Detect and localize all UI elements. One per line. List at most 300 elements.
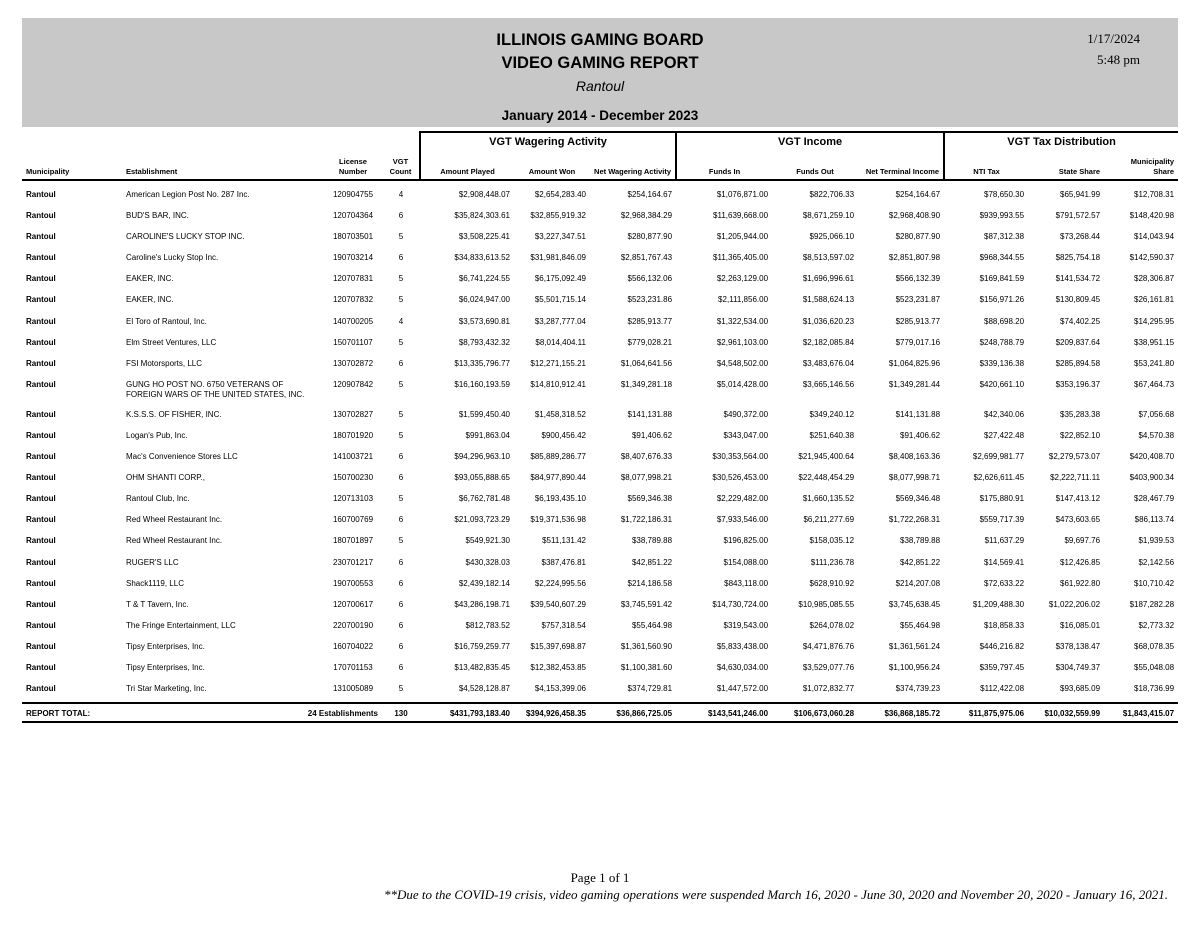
cell-license-number: 230701217 bbox=[332, 557, 374, 567]
col-net-terminal-income: Net Terminal Income bbox=[858, 151, 944, 180]
cell-municipality: Rantoul bbox=[26, 316, 56, 326]
cell-funds-in: $1,322,534.00 bbox=[716, 316, 769, 326]
cell-vgt-count: 6 bbox=[398, 662, 404, 672]
report-total-row bbox=[22, 703, 1178, 722]
cell-license-number: 141003721 bbox=[332, 452, 374, 462]
table-row bbox=[22, 229, 1178, 250]
cell-license-number: 120707832 bbox=[332, 295, 374, 305]
cell-establishment: EAKER, INC. bbox=[126, 295, 174, 305]
cell-municipality: Rantoul bbox=[26, 494, 56, 504]
cell-vgt-count: 5 bbox=[398, 409, 404, 419]
cell-amount-won: $6,193,435.10 bbox=[534, 494, 586, 504]
cell-municipality-share: $142,590.37 bbox=[1129, 253, 1175, 263]
cell-net-wagering: $3,745,591.42 bbox=[620, 599, 673, 609]
cell-establishment: K.S.S.S. OF FISHER, INC. bbox=[126, 409, 222, 419]
cell-net-wagering: $8,407,676.33 bbox=[620, 452, 673, 462]
cell-funds-in: $7,933,546.00 bbox=[716, 515, 769, 525]
cell-amount-played: $21,093,723.29 bbox=[454, 515, 510, 525]
cell-funds-out: $3,483,676.04 bbox=[802, 358, 855, 368]
cell-net-terminal-income: $55,464.98 bbox=[900, 620, 941, 630]
table-row bbox=[22, 681, 1178, 703]
cell-municipality: Rantoul bbox=[26, 684, 56, 694]
cell-nti-tax: $87,312.38 bbox=[984, 232, 1025, 242]
cell-funds-in: $343,047.00 bbox=[723, 430, 769, 440]
cell-nti-tax: $559,717.39 bbox=[979, 515, 1025, 525]
cell-nti-tax: $939,993.55 bbox=[979, 211, 1025, 221]
total-net-terminal-income: $36,868,185.72 bbox=[858, 703, 944, 722]
cell-license-number: 190700553 bbox=[332, 578, 374, 588]
cell-funds-in: $30,526,453.00 bbox=[712, 473, 769, 483]
cell-net-wagering: $38,789.88 bbox=[631, 536, 673, 546]
column-header-row bbox=[22, 151, 1178, 180]
cell-nti-tax: $446,216.82 bbox=[979, 641, 1025, 651]
cell-net-terminal-income: $1,349,281.44 bbox=[888, 379, 941, 389]
cell-state-share: $2,279,573.07 bbox=[1048, 452, 1101, 462]
cell-funds-out: $251,640.38 bbox=[809, 430, 855, 440]
cell-net-wagering: $8,077,998.21 bbox=[620, 473, 673, 483]
table-row bbox=[22, 491, 1178, 512]
cell-net-terminal-income: $8,077,998.71 bbox=[888, 473, 941, 483]
cell-license-number: 130702827 bbox=[332, 409, 374, 419]
cell-amount-won: $84,977,890.44 bbox=[530, 473, 586, 483]
cell-establishment: Rantoul Club, Inc. bbox=[126, 494, 190, 504]
cell-municipality: Rantoul bbox=[26, 253, 56, 263]
cell-license-number: 140700205 bbox=[332, 316, 374, 326]
table-row bbox=[22, 208, 1178, 229]
cell-vgt-count: 5 bbox=[398, 684, 404, 694]
table-row bbox=[22, 250, 1178, 271]
report-period: January 2014 - December 2023 bbox=[501, 108, 699, 123]
cell-funds-in: $5,014,428.00 bbox=[716, 379, 769, 389]
cell-municipality: Rantoul bbox=[26, 274, 56, 284]
cell-municipality: Rantoul bbox=[26, 662, 56, 672]
cell-funds-in: $1,205,944.00 bbox=[716, 232, 769, 242]
cell-state-share: $93,685.09 bbox=[1060, 684, 1101, 694]
cell-net-terminal-income: $2,968,408.90 bbox=[888, 211, 941, 221]
cell-nti-tax: $78,650.30 bbox=[984, 190, 1025, 199]
cell-nti-tax: $359,797.45 bbox=[979, 662, 1025, 672]
cell-establishment: Mac's Convenience Stores LLC bbox=[126, 452, 238, 462]
table-row bbox=[22, 533, 1178, 554]
cell-net-terminal-income: $254,164.67 bbox=[895, 190, 941, 199]
cell-municipality-share: $68,078.35 bbox=[1134, 641, 1175, 651]
page-number: Page 1 of 1 bbox=[570, 870, 630, 885]
cell-funds-in: $319,543.00 bbox=[723, 620, 769, 630]
cell-net-wagering: $569,346.38 bbox=[627, 494, 673, 504]
cell-amount-won: $8,014,404.11 bbox=[535, 337, 586, 347]
cell-establishment: FSI Motorsports, LLC bbox=[126, 358, 203, 368]
col-net-wagering: Net Wagering Activity bbox=[590, 151, 676, 180]
col-municipality: Municipality bbox=[22, 151, 122, 180]
cell-municipality-share: $55,048.08 bbox=[1134, 662, 1175, 672]
cell-funds-out: $1,072,832.77 bbox=[802, 684, 855, 694]
cell-state-share: $12,426.85 bbox=[1060, 557, 1101, 567]
cell-amount-played: $43,286,198.71 bbox=[454, 599, 510, 609]
total-amount-won: $394,926,458.35 bbox=[514, 703, 590, 722]
cell-net-wagering: $214,186.58 bbox=[627, 578, 673, 588]
cell-state-share: $61,922.80 bbox=[1060, 578, 1101, 588]
cell-vgt-count: 6 bbox=[398, 578, 404, 588]
table-row bbox=[22, 512, 1178, 533]
cell-funds-out: $10,985,085.55 bbox=[798, 599, 855, 609]
cell-net-terminal-income: $91,406.62 bbox=[900, 430, 941, 440]
cell-vgt-count: 6 bbox=[398, 641, 404, 651]
group-wagering-activity: VGT Wagering Activity bbox=[420, 132, 676, 151]
total-net-wagering: $36,866,725.05 bbox=[590, 703, 676, 722]
cell-net-terminal-income: $1,100,956.24 bbox=[888, 662, 941, 672]
cell-funds-in: $2,263,129.00 bbox=[716, 274, 769, 284]
cell-funds-out: $628,910.92 bbox=[809, 578, 855, 588]
cell-amount-played: $93,055,888.65 bbox=[454, 473, 510, 483]
cell-amount-won: $5,501,715.14 bbox=[534, 295, 586, 305]
cell-funds-in: $4,630,034.00 bbox=[716, 662, 769, 672]
col-funds-in: Funds In bbox=[676, 151, 772, 180]
cell-net-terminal-income: $285,913.77 bbox=[895, 316, 941, 326]
col-municipality-share: Municipality Share bbox=[1104, 151, 1178, 180]
cell-net-wagering: $254,164.67 bbox=[627, 190, 673, 199]
cell-vgt-count: 5 bbox=[398, 295, 404, 305]
cell-funds-in: $11,639,668.00 bbox=[713, 211, 769, 221]
cell-amount-played: $430,328.03 bbox=[465, 557, 510, 567]
cell-net-wagering: $1,361,560.90 bbox=[620, 641, 673, 651]
cell-vgt-count: 6 bbox=[398, 620, 404, 630]
cell-establishment: El Toro of Rantoul, Inc. bbox=[126, 316, 207, 326]
cell-license-number: 160704022 bbox=[332, 641, 374, 651]
cell-state-share: $473,603.65 bbox=[1055, 515, 1101, 525]
cell-license-number: 130702872 bbox=[332, 358, 374, 368]
cell-net-terminal-income: $8,408,163.36 bbox=[888, 452, 941, 462]
total-municipality-share: $1,843,415.07 bbox=[1104, 703, 1178, 722]
cell-funds-out: $3,665,146.56 bbox=[802, 379, 855, 389]
group-header-row bbox=[22, 132, 1178, 151]
covid-footnote: **Due to the COVID-19 crisis, video gaming operations were suspended March 16, 2020 - June 30, 2020 and November 20, 2020 - January 16, 2021. bbox=[384, 887, 1168, 902]
cell-amount-played: $13,335,796.77 bbox=[454, 358, 510, 368]
cell-municipality-share: $14,043.94 bbox=[1134, 232, 1175, 242]
cell-municipality: Rantoul bbox=[26, 599, 56, 609]
total-vgt-count: 130 bbox=[382, 703, 420, 722]
group-vgt-income: VGT Income bbox=[676, 132, 944, 151]
cell-establishment: RUGER'S LLC bbox=[126, 557, 179, 567]
cell-vgt-count: 5 bbox=[398, 494, 404, 504]
table-row bbox=[22, 639, 1178, 660]
cell-state-share: $74,402.25 bbox=[1060, 316, 1101, 326]
cell-nti-tax: $11,637.29 bbox=[984, 536, 1025, 546]
cell-net-terminal-income: $566,132.39 bbox=[895, 274, 941, 284]
cell-funds-in: $30,353,564.00 bbox=[712, 452, 769, 462]
cell-license-number: 120904755 bbox=[332, 190, 374, 199]
cell-license-number: 120707831 bbox=[332, 274, 374, 284]
cell-amount-played: $16,759,259.77 bbox=[454, 641, 510, 651]
cell-establishment: Shack1119, LLC bbox=[126, 578, 184, 588]
cell-license-number: 150700230 bbox=[332, 473, 374, 483]
cell-license-number: 120700617 bbox=[332, 599, 374, 609]
cell-municipality-share: $2,773.32 bbox=[1138, 620, 1175, 630]
cell-net-wagering: $1,064,641.56 bbox=[620, 358, 673, 368]
cell-funds-out: $158,035.12 bbox=[809, 536, 855, 546]
cell-municipality-share: $28,306.87 bbox=[1134, 274, 1175, 284]
cell-municipality-share: $38,951.15 bbox=[1134, 337, 1175, 347]
cell-state-share: $73,268.44 bbox=[1060, 232, 1101, 242]
cell-municipality: Rantoul bbox=[26, 557, 56, 567]
cell-net-terminal-income: $374,739.23 bbox=[895, 684, 941, 694]
total-establishments: 24 Establishments bbox=[122, 703, 382, 722]
cell-net-wagering: $523,231.86 bbox=[627, 295, 673, 305]
cell-state-share: $825,754.18 bbox=[1055, 253, 1101, 263]
gaming-report-table bbox=[22, 131, 1178, 723]
cell-net-terminal-income: $141,131.88 bbox=[895, 409, 941, 419]
cell-amount-played: $4,528,128.87 bbox=[458, 684, 510, 694]
table-row bbox=[22, 660, 1178, 681]
cell-municipality-share: $10,710.42 bbox=[1134, 578, 1175, 588]
cell-municipality: Rantoul bbox=[26, 211, 56, 221]
cell-state-share: $1,022,206.02 bbox=[1048, 599, 1101, 609]
cell-municipality-share: $28,467.79 bbox=[1134, 494, 1175, 504]
cell-net-wagering: $1,722,186.31 bbox=[620, 515, 673, 525]
cell-nti-tax: $1,209,488.30 bbox=[972, 599, 1025, 609]
cell-net-terminal-income: $779,017.16 bbox=[895, 337, 941, 347]
cell-state-share: $2,222,711.11 bbox=[1050, 473, 1101, 483]
col-state-share: State Share bbox=[1028, 151, 1104, 180]
cell-amount-won: $6,175,092.49 bbox=[534, 274, 586, 284]
cell-license-number: 180701920 bbox=[332, 430, 374, 440]
cell-municipality-share: $26,161.81 bbox=[1134, 295, 1175, 305]
total-nti-tax: $11,875,975.06 bbox=[944, 703, 1028, 722]
cell-municipality: Rantoul bbox=[26, 337, 56, 347]
table-row bbox=[22, 292, 1178, 313]
cell-state-share: $791,572.57 bbox=[1055, 211, 1101, 221]
cell-establishment: BUD'S BAR, INC. bbox=[126, 211, 189, 221]
cell-amount-won: $39,540,607.29 bbox=[530, 599, 586, 609]
cell-state-share: $353,196.37 bbox=[1055, 379, 1101, 389]
cell-funds-out: $111,236.78 bbox=[810, 557, 855, 567]
cell-nti-tax: $156,971.26 bbox=[979, 295, 1025, 305]
cell-municipality-share: $67,464.73 bbox=[1134, 379, 1175, 389]
cell-amount-won: $2,224,995.56 bbox=[534, 578, 586, 588]
cell-municipality-share: $14,295.95 bbox=[1134, 316, 1175, 326]
cell-net-terminal-income: $38,789.88 bbox=[900, 536, 941, 546]
col-license-number: License Number bbox=[324, 151, 382, 180]
col-funds-out: Funds Out bbox=[772, 151, 858, 180]
cell-net-terminal-income: $42,851.22 bbox=[900, 557, 941, 567]
cell-vgt-count: 6 bbox=[398, 599, 404, 609]
table-row bbox=[22, 407, 1178, 428]
cell-funds-out: $22,448,454.29 bbox=[798, 473, 855, 483]
cell-funds-in: $196,825.00 bbox=[723, 536, 769, 546]
cell-license-number: 190703214 bbox=[332, 253, 374, 263]
table-row bbox=[22, 187, 1178, 208]
cell-nti-tax: $14,569.41 bbox=[984, 557, 1025, 567]
cell-nti-tax: $248,788.79 bbox=[979, 337, 1025, 347]
col-establishment: Establishment bbox=[122, 151, 324, 180]
cell-municipality-share: $1,939.53 bbox=[1138, 536, 1175, 546]
cell-municipality-share: $12,708.31 bbox=[1134, 190, 1175, 199]
table-row bbox=[22, 576, 1178, 597]
cell-establishment: The Fringe Entertainment, LLC bbox=[126, 620, 236, 630]
cell-funds-out: $349,240.12 bbox=[809, 409, 855, 419]
report-subtitle: VIDEO GAMING REPORT bbox=[501, 54, 699, 72]
cell-amount-played: $34,833,613.52 bbox=[454, 253, 510, 263]
cell-amount-played: $35,824,303.61 bbox=[454, 211, 510, 221]
cell-amount-won: $32,855,919.32 bbox=[530, 211, 586, 221]
cell-municipality: Rantoul bbox=[26, 379, 56, 389]
cell-net-terminal-income: $214,207.08 bbox=[895, 578, 941, 588]
cell-vgt-count: 6 bbox=[398, 473, 404, 483]
cell-amount-won: $31,981,846.09 bbox=[530, 253, 586, 263]
total-label: REPORT TOTAL: bbox=[22, 703, 122, 722]
cell-nti-tax: $339,136.38 bbox=[979, 358, 1025, 368]
cell-amount-played: $16,160,193.59 bbox=[454, 379, 510, 389]
cell-state-share: $285,894.58 bbox=[1055, 358, 1101, 368]
cell-vgt-count: 5 bbox=[398, 337, 404, 347]
cell-municipality: Rantoul bbox=[26, 452, 56, 462]
cell-municipality: Rantoul bbox=[26, 295, 56, 305]
table-row bbox=[22, 597, 1178, 618]
report-date: 1/17/2024 bbox=[1087, 31, 1140, 46]
cell-amount-won: $4,153,399.06 bbox=[534, 684, 586, 694]
cell-amount-won: $19,371,536.98 bbox=[530, 515, 586, 525]
cell-funds-out: $8,671,259.10 bbox=[802, 211, 855, 221]
cell-net-wagering: $141,131.88 bbox=[627, 409, 673, 419]
col-amount-played: Amount Played bbox=[420, 151, 514, 180]
cell-funds-out: $6,211,277.69 bbox=[803, 515, 855, 525]
cell-amount-won: $12,382,453.85 bbox=[530, 662, 586, 672]
cell-municipality-share: $2,142.56 bbox=[1138, 557, 1175, 567]
table-row bbox=[22, 335, 1178, 356]
cell-establishment: T & T Tavern, Inc. bbox=[126, 599, 189, 609]
cell-nti-tax: $72,633.22 bbox=[984, 578, 1025, 588]
cell-net-terminal-income: $280,877.90 bbox=[895, 232, 941, 242]
cell-establishment: Tipsy Enterprises, Inc. bbox=[126, 641, 205, 651]
cell-nti-tax: $27,422.48 bbox=[984, 430, 1025, 440]
cell-net-wagering: $2,851,767.43 bbox=[620, 253, 673, 263]
cell-establishment: GUNG HO POST NO. 6750 VETERANS OF FOREIGN WARS OF THE UNITED STATES, INC. bbox=[126, 379, 305, 400]
cell-vgt-count: 6 bbox=[398, 253, 404, 263]
cell-municipality: Rantoul bbox=[26, 190, 56, 199]
cell-nti-tax: $2,626,611.45 bbox=[973, 473, 1025, 483]
cell-license-number: 180701897 bbox=[332, 536, 374, 546]
cell-state-share: $65,941.99 bbox=[1060, 190, 1101, 199]
cell-nti-tax: $18,858.33 bbox=[984, 620, 1025, 630]
cell-amount-won: $3,287,777.04 bbox=[534, 316, 586, 326]
cell-amount-won: $1,458,318.52 bbox=[534, 409, 586, 419]
cell-funds-out: $3,529,077.76 bbox=[802, 662, 855, 672]
cell-amount-played: $6,762,781.48 bbox=[458, 494, 510, 504]
cell-vgt-count: 6 bbox=[398, 515, 404, 525]
cell-municipality: Rantoul bbox=[26, 620, 56, 630]
cell-municipality-share: $187,282.28 bbox=[1129, 599, 1175, 609]
cell-amount-played: $94,296,963.10 bbox=[454, 452, 510, 462]
cell-net-terminal-income: $1,361,561.24 bbox=[888, 641, 941, 651]
cell-municipality: Rantoul bbox=[26, 641, 56, 651]
cell-state-share: $9,697.76 bbox=[1064, 536, 1101, 546]
cell-license-number: 120907842 bbox=[332, 379, 374, 389]
cell-state-share: $16,085.01 bbox=[1060, 620, 1101, 630]
cell-net-wagering: $91,406.62 bbox=[631, 430, 673, 440]
table-row bbox=[22, 449, 1178, 470]
cell-establishment: Tipsy Enterprises, Inc. bbox=[126, 662, 205, 672]
cell-license-number: 220700190 bbox=[332, 620, 374, 630]
cell-license-number: 120713103 bbox=[332, 494, 374, 504]
report-title: ILLINOIS GAMING BOARD bbox=[496, 31, 704, 49]
cell-license-number: 131005089 bbox=[332, 684, 374, 694]
cell-amount-won: $85,889,286.77 bbox=[530, 452, 586, 462]
cell-funds-in: $154,088.00 bbox=[723, 557, 769, 567]
cell-net-wagering: $2,968,384.29 bbox=[620, 211, 673, 221]
cell-license-number: 160700769 bbox=[332, 515, 374, 525]
cell-amount-won: $2,654,283.40 bbox=[534, 190, 586, 199]
cell-municipality: Rantoul bbox=[26, 430, 56, 440]
cell-municipality-share: $86,113.74 bbox=[1134, 515, 1175, 525]
cell-net-wagering: $55,464.98 bbox=[631, 620, 673, 630]
group-tax-distribution: VGT Tax Distribution bbox=[944, 132, 1178, 151]
cell-municipality-share: $403,900.34 bbox=[1129, 473, 1175, 483]
cell-amount-played: $2,908,448.07 bbox=[458, 190, 510, 199]
cell-net-wagering: $374,729.81 bbox=[627, 684, 673, 694]
cell-vgt-count: 5 bbox=[398, 379, 404, 389]
total-amount-played: $431,793,183.40 bbox=[420, 703, 514, 722]
cell-funds-out: $1,696,996.61 bbox=[802, 274, 855, 284]
cell-net-wagering: $779,028.21 bbox=[627, 337, 673, 347]
cell-license-number: 180703501 bbox=[332, 232, 374, 242]
cell-amount-played: $3,508,225.41 bbox=[458, 232, 510, 242]
cell-funds-in: $4,548,502.00 bbox=[716, 358, 769, 368]
cell-funds-in: $5,833,438.00 bbox=[716, 641, 769, 651]
cell-vgt-count: 4 bbox=[398, 190, 404, 199]
cell-license-number: 150701107 bbox=[333, 337, 373, 347]
cell-nti-tax: $112,422.08 bbox=[980, 684, 1025, 694]
cell-net-terminal-income: $1,064,825.96 bbox=[888, 358, 941, 368]
cell-establishment: Red Wheel Restaurant Inc. bbox=[126, 515, 223, 525]
cell-establishment: CAROLINE'S LUCKY STOP INC. bbox=[126, 232, 245, 242]
cell-municipality: Rantoul bbox=[26, 358, 56, 368]
cell-funds-out: $1,036,620.23 bbox=[802, 316, 855, 326]
cell-establishment: Caroline's Lucky Stop Inc. bbox=[126, 253, 219, 263]
cell-net-terminal-income: $569,346.48 bbox=[895, 494, 941, 504]
cell-state-share: $378,138.47 bbox=[1055, 641, 1101, 651]
cell-state-share: $130,809.45 bbox=[1055, 295, 1101, 305]
cell-amount-won: $757,318.54 bbox=[541, 620, 586, 630]
cell-funds-in: $2,229,482.00 bbox=[716, 494, 769, 504]
cell-funds-out: $2,182,085.84 bbox=[802, 337, 855, 347]
cell-amount-played: $549,921.30 bbox=[465, 536, 510, 546]
cell-municipality-share: $53,241.80 bbox=[1134, 358, 1175, 368]
cell-amount-won: $12,271,155.21 bbox=[530, 358, 586, 368]
cell-net-wagering: $1,349,281.18 bbox=[620, 379, 673, 389]
cell-vgt-count: 5 bbox=[398, 430, 404, 440]
cell-state-share: $22,852.10 bbox=[1060, 430, 1101, 440]
cell-establishment: Red Wheel Restaurant Inc. bbox=[126, 536, 223, 546]
cell-nti-tax: $88,698.20 bbox=[984, 316, 1025, 326]
col-vgt-count: VGT Count bbox=[382, 151, 420, 180]
cell-amount-played: $1,599,450.40 bbox=[458, 409, 510, 419]
total-state-share: $10,032,559.99 bbox=[1028, 703, 1104, 722]
report-location: Rantoul bbox=[575, 78, 625, 94]
table-row bbox=[22, 377, 1178, 407]
cell-funds-out: $264,078.02 bbox=[809, 620, 855, 630]
cell-amount-won: $511,131.42 bbox=[542, 536, 586, 546]
cell-state-share: $141,534.72 bbox=[1055, 274, 1101, 284]
table-row bbox=[22, 314, 1178, 335]
cell-municipality: Rantoul bbox=[26, 409, 56, 419]
cell-license-number: 120704364 bbox=[332, 211, 374, 221]
cell-municipality-share: $420,408.70 bbox=[1129, 452, 1175, 462]
cell-vgt-count: 6 bbox=[398, 358, 404, 368]
cell-state-share: $35,283.38 bbox=[1060, 409, 1101, 419]
cell-state-share: $147,413.12 bbox=[1055, 494, 1101, 504]
cell-net-terminal-income: $2,851,807.98 bbox=[888, 253, 941, 263]
col-nti-tax: NTI Tax bbox=[944, 151, 1028, 180]
cell-municipality: Rantoul bbox=[26, 515, 56, 525]
